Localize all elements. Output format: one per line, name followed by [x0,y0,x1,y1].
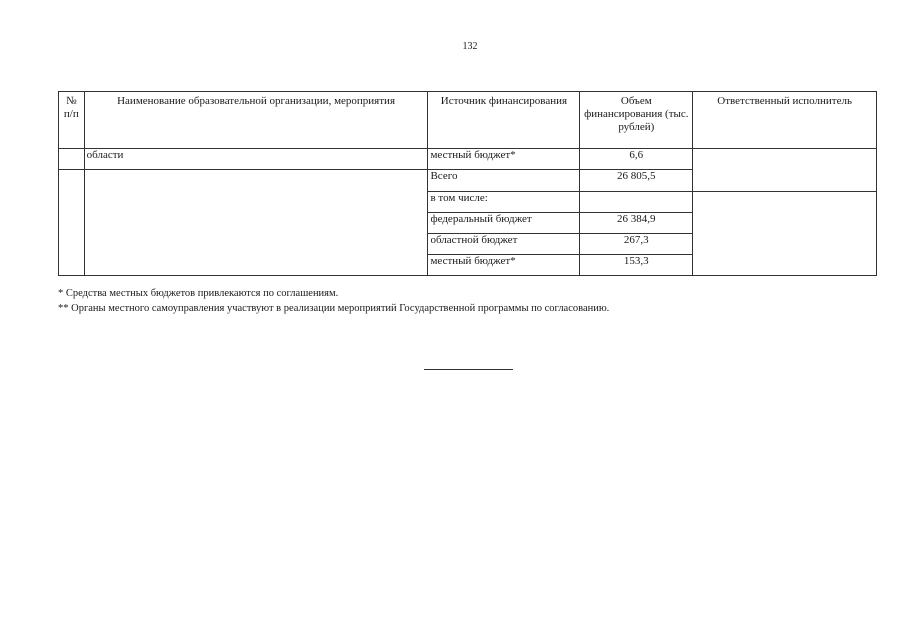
source-cell: Всего [428,170,580,192]
volume-cell: 26 805,5 [580,170,693,192]
table-header-row [59,92,877,149]
footnotes [58,286,609,316]
volume-cell: 267,3 [580,234,693,255]
header-source: Источник финансирования [428,92,580,149]
page-number: 132 [462,41,478,52]
source-cell: областной бюджет [428,234,580,255]
volume-cell: 153,3 [580,255,693,276]
end-divider [424,369,513,370]
footnote: * Средства местных бюджетов привлекаются по соглашениям. [58,288,339,299]
name-cell: области [84,149,428,170]
num-cell [59,170,85,276]
responsible-cell [693,149,877,192]
footnote: ** Органы местного самоуправления участвуют в реализации мероприятий Государственной программы по согласованию. [58,303,610,314]
header-num: № п/п [59,92,85,149]
funding-table [58,91,877,276]
table-row [59,149,877,170]
header-responsible: Ответственный исполнитель [693,92,877,149]
source-cell: местный бюджет* [428,149,580,170]
header-name: Наименование образовательной организации, мероприятия [84,92,428,149]
volume-cell [580,192,693,213]
num-cell [59,149,85,170]
volume-cell: 6,6 [580,149,693,170]
source-cell: в том числе: [428,192,580,213]
header-volume: Объем финансирования (тыс. рублей) [580,92,693,149]
name-cell [84,170,428,276]
responsible-cell [693,192,877,276]
source-cell: местный бюджет* [428,255,580,276]
volume-cell: 26 384,9 [580,213,693,234]
source-cell: федеральный бюджет [428,213,580,234]
